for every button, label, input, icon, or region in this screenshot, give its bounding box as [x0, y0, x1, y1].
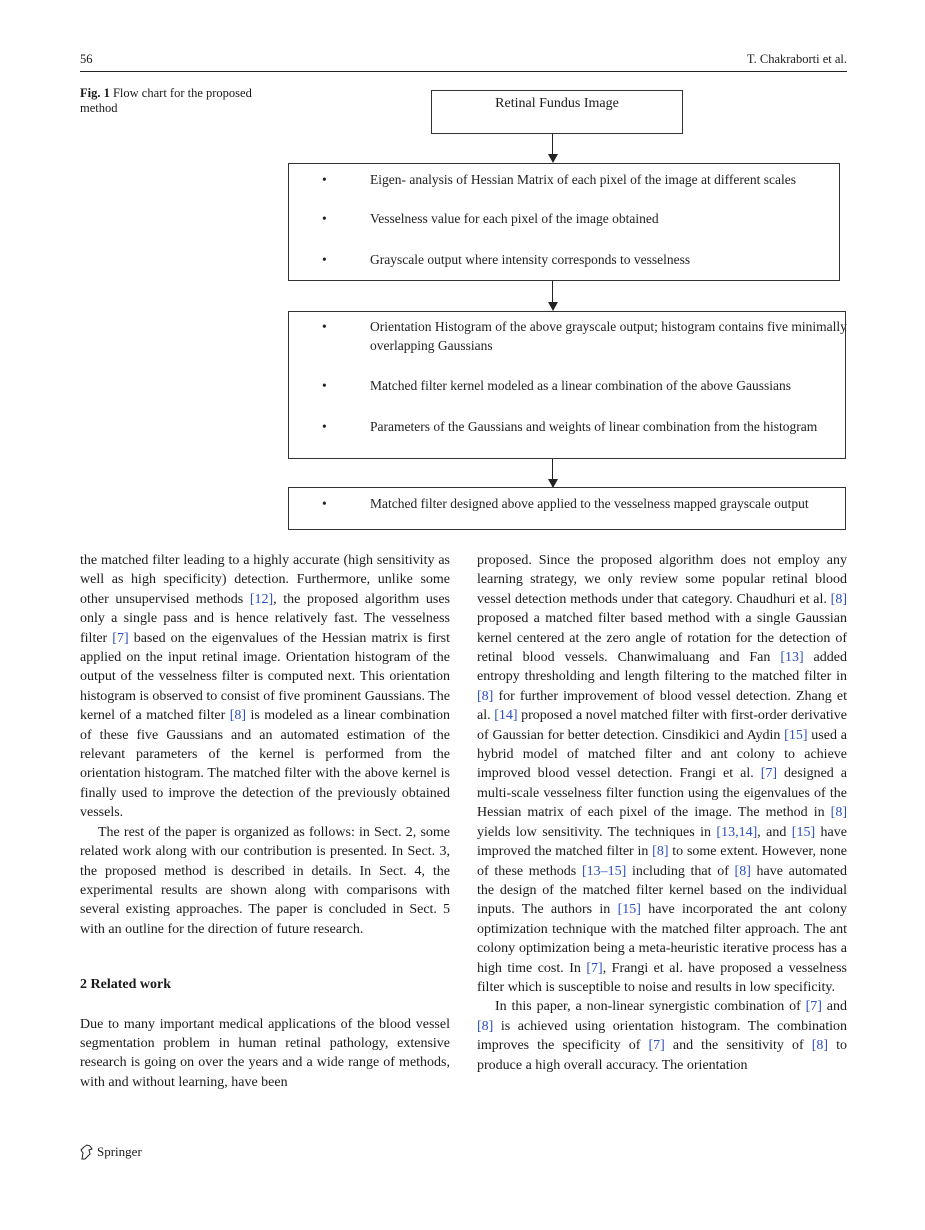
figure-caption-text: Flow chart for the proposed method [80, 86, 252, 115]
header-rule [80, 71, 847, 72]
running-authors: T. Chakraborti et al. [746, 52, 847, 66]
citation-link[interactable]: [13–15] [581, 863, 627, 879]
paragraph: Due to many important medical applications of the blood vessel segmentation problem in human retinal pathology, extensive research is going on over the years and a wide range of methods, with and without learning, have been [80, 1016, 450, 1090]
page-number: 56 [80, 52, 93, 66]
citation-link[interactable]: [8] [830, 805, 847, 821]
paragraph: the matched filter leading to a highly accurate (high sensitivity as well as high specificity) detection. Furthermore, unlike some other unsupervised methods [12], the proposed algorithm uses only a single pass and is hence relatively fast. The vesselness filter [7] based on the eigenvalues of the Hessian matrix is first applied on the input retinal image. Orientation histogram of the output of the vesselness filter is computed next. This orientation histogram is observed to consist of five prominent Gaussians. The kernel of a matched filter [8] is modeled as a linear combination of these five Gaussians and an automated estimation of the relevant parameters of the kernel is performed from the orientation histogram. The matched filter with the above kernel is finally used to improve the detection of the previously obtained vessels. [80, 553, 450, 821]
citation-link[interactable]: [8] [734, 863, 751, 879]
paragraph: The rest of the paper is organized as follows: in Sect. 2, some related work along with our contribution is presented. In Sect. 3, the proposed method is described in details. In Sect. 4, the experimental results are shown along with comparisons with several existing approaches. The paper is concluded in Sect. 5 with an outline for the direction of future research. [80, 824, 450, 937]
flow-arrow-1-line [552, 134, 553, 154]
flow-item-text: Matched filter designed above applied to the vesselness mapped grayscale output [370, 496, 809, 511]
springer-horse-icon [80, 1144, 93, 1160]
citation-link[interactable]: [14] [494, 708, 518, 724]
flow-box-input [431, 90, 683, 134]
flow-item-text: Eigen- analysis of Hessian Matrix of each pixel of the image at different scales [370, 172, 796, 187]
citation-link[interactable]: [7] [112, 630, 129, 646]
flow-arrow-1-head [548, 154, 558, 163]
flow-item-text: Parameters of the Gaussians and weights of linear combination from the histogram [370, 419, 818, 434]
citation-link[interactable]: [15] [791, 824, 816, 840]
citation-link[interactable]: [13,14] [716, 824, 758, 840]
citation-link[interactable]: [7] [760, 766, 778, 782]
flow-box-orientation: • Orientation Histogram of the above grayscale output; histogram contains five minimally overlapping Gaussians • Matched filter kernel modeled as a linear combination of the above Gaussians • Parameters of the Gaussians and weights of linear combination from the histogram [288, 311, 846, 459]
running-header [80, 48, 847, 72]
citation-link[interactable]: [8] [229, 708, 247, 724]
citation-link[interactable]: [15] [617, 902, 641, 918]
flow-box-output: • Matched filter designed above applied to the vesselness mapped grayscale output [288, 487, 846, 530]
citation-link[interactable]: [7] [805, 999, 822, 1015]
flow-box-hessian: • Eigen- analysis of Hessian Matrix of each pixel of the image at different scales • Vesselness value for each pixel of the image obtained • Grayscale output where intensity corresponds to vesselness [288, 163, 840, 281]
publisher-name: Springer [97, 1144, 142, 1159]
paragraph: proposed. Since the proposed algorithm does not employ any learning strategy, we only review some popular retinal blood vessel detection methods under that category. Chaudhuri et al. [8] proposed a matched filter based method with a single Gaussian kernel centered at the zero angle of rotation for the detection of retinal blood vessels. Chanwimaluang and Fan [13] added entropy thresholding and length filtering to the matched filter in [8] for further improvement of blood vessel detection. Zhang et al. [14] proposed a novel matched filter with first-order derivative of Gaussian for better detection. Cinsdikici and Aydin [15] used a hybrid model of matched filter and ant colony to achieve improved blood vessel detection. Frangi et al. [7] designed a multi-scale vesselness filter function using the eigenvalues of the Hessian matrix of each pixel of the image. The method in [8] yields low sensitivity. The techniques in [13,14], and [15] have improved the matched filter in [8] to some extent. However, none of these methods [13–15] including that of [8] have automated the design of the matched filter kernel based on the individual inputs. The authors in [15] have incorporated the ant colony optimization technique with the matched filter approach. The ant colony optimization being a meta-heuristic iterative process has a high time cost. In [7], Frangi et al. have proposed a vesselness filter which is susceptible to noise and results in low specificity. [477, 553, 848, 995]
section-heading: 2 Related work [80, 977, 171, 993]
citation-link[interactable]: [7] [648, 1038, 665, 1054]
flow-box-input-label: Retinal Fundus Image [495, 96, 619, 111]
citation-link[interactable]: [12] [249, 591, 274, 607]
flow-arrow-3-line [552, 459, 553, 479]
citation-link[interactable]: [8] [477, 688, 494, 704]
citation-link[interactable]: [8] [811, 1038, 829, 1054]
citation-link[interactable]: [7] [586, 960, 603, 976]
flow-item-text: Matched filter kernel modeled as a linear combination of the above Gaussians [370, 378, 791, 393]
citation-link[interactable]: [13] [780, 650, 804, 666]
right-column [477, 551, 847, 1075]
flow-arrow-2-line [552, 281, 553, 302]
citation-link[interactable]: [8] [652, 844, 669, 860]
left-column [80, 551, 450, 1092]
citation-link[interactable]: [15] [784, 727, 808, 743]
flow-item-text: Orientation Histogram of the above grayscale output; histogram contains five minimally overlapping Gaussians [370, 319, 847, 353]
paragraph: In this paper, a non-linear synergistic combination of [7] and [8] is achieved using orientation histogram. The combination improves the specificity of [7] and the sensitivity of [8] to produce a high overall accuracy. The orientation [477, 999, 847, 1073]
citation-link[interactable]: [8] [830, 591, 847, 607]
flow-arrow-2-head [548, 302, 558, 311]
figure-caption [80, 86, 255, 116]
footer [80, 1144, 142, 1160]
flow-item-text: Grayscale output where intensity corresponds to vesselness [370, 252, 691, 267]
flow-item-text: Vesselness value for each pixel of the image obtained [370, 211, 659, 226]
figure-label: Fig. 1 [80, 86, 110, 100]
citation-link[interactable]: [8] [477, 1018, 494, 1034]
